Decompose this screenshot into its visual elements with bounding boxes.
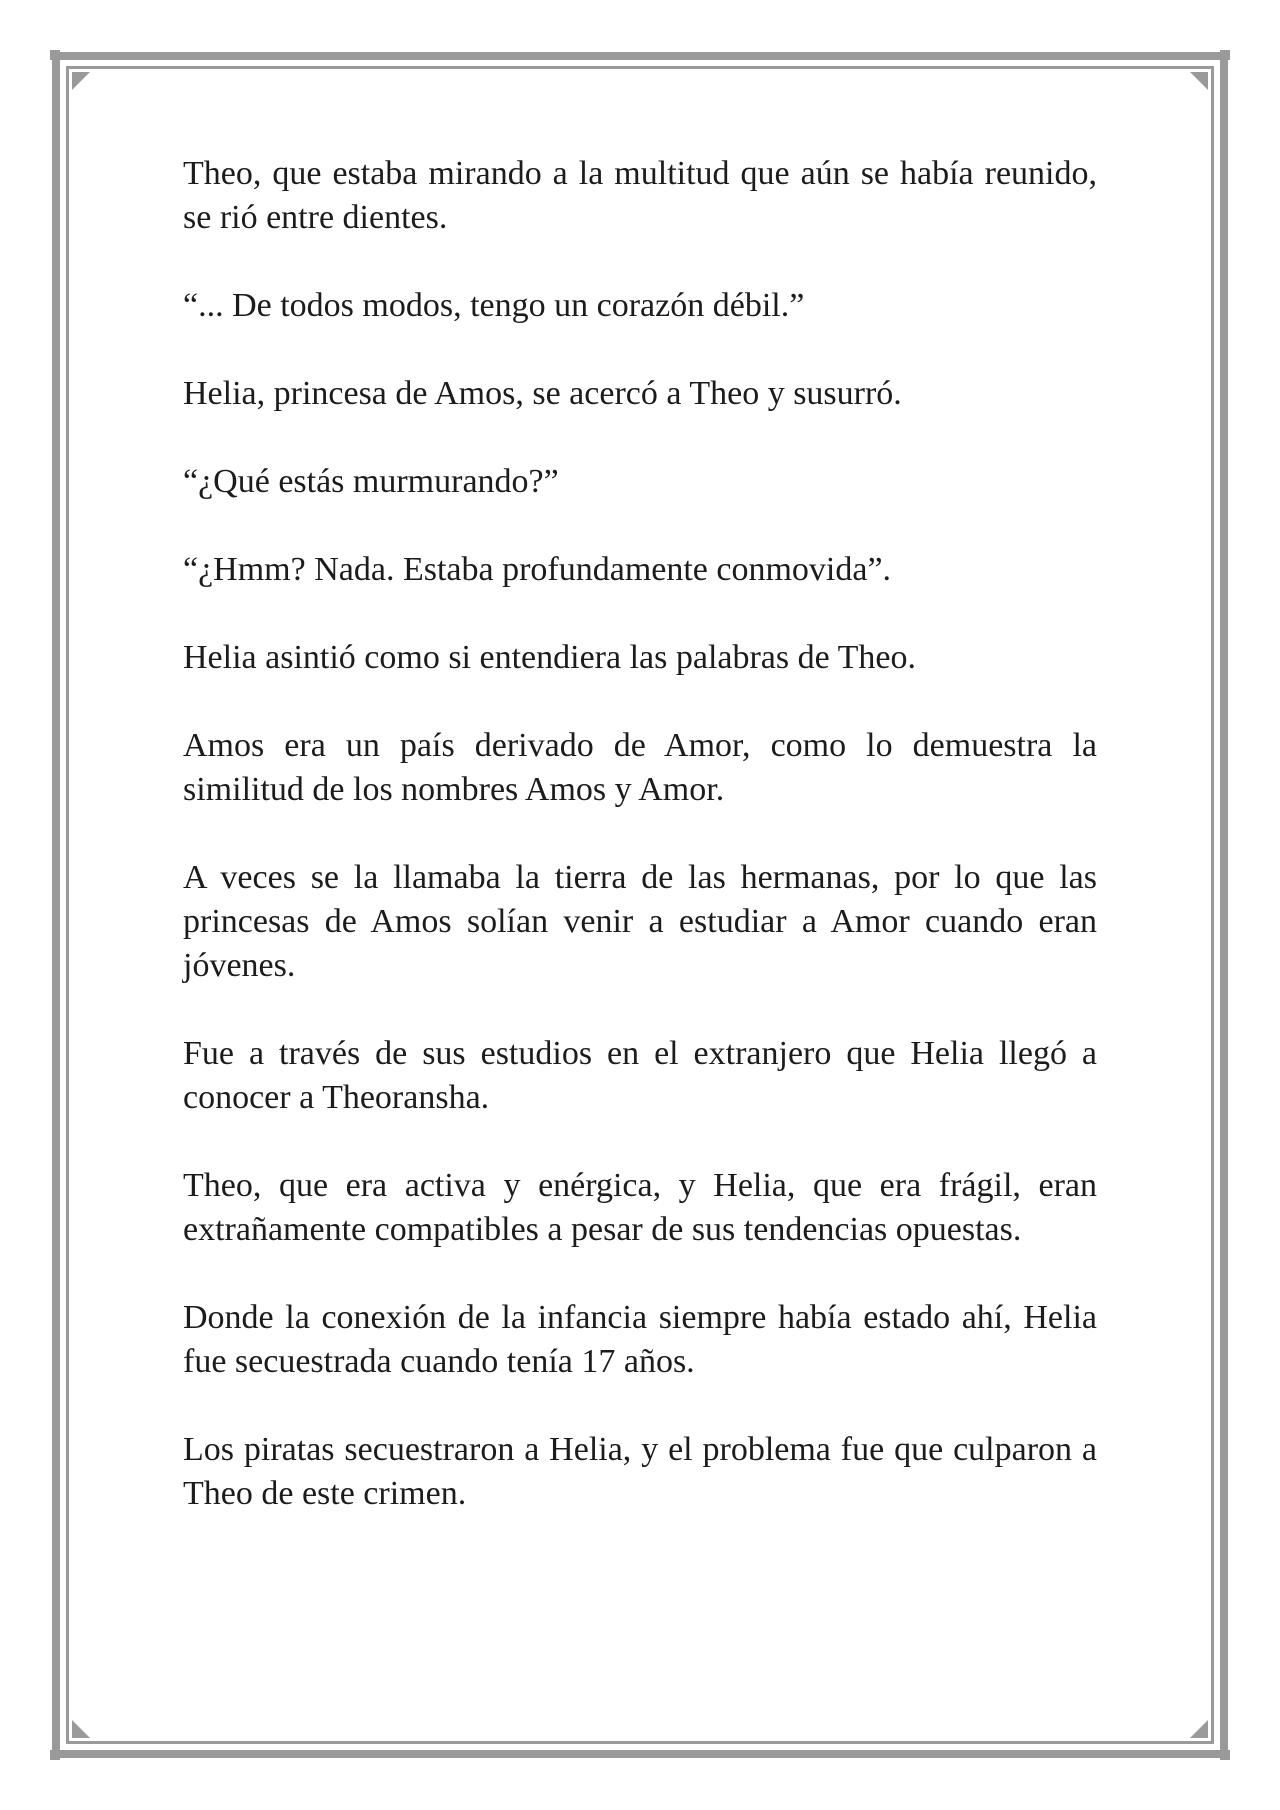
corner-ornament-bottom-right bbox=[1190, 1720, 1208, 1738]
corner-square-top-right bbox=[1220, 50, 1230, 60]
corner-ornament-top-right bbox=[1190, 72, 1208, 90]
paragraph: Los piratas secuestraron a Helia, y el problema fue que culparon a Theo de este crimen. bbox=[183, 1431, 1097, 1512]
paragraph: A veces se la llamaba la tierra de las hermanas, por lo que las princesas de Amos solían venir a estudiar a Amor cuando eran jóvenes. bbox=[183, 859, 1097, 984]
paragraph: “¿Hmm? Nada. Estaba profundamente conmovida”. bbox=[183, 551, 892, 588]
corner-square-top-left bbox=[50, 50, 60, 60]
corner-square-bottom-left bbox=[50, 1750, 60, 1760]
corner-ornament-bottom-left bbox=[72, 1720, 90, 1738]
paragraph: Fue a través de sus estudios en el extranjero que Helia llegó a conocer a Theoransha. bbox=[183, 1035, 1097, 1116]
paragraph: Amos era un país derivado de Amor, como lo demuestra la similitud de los nombres Amos y Amor. bbox=[183, 727, 1097, 808]
paragraph: Helia asintió como si entendiera las palabras de Theo. bbox=[183, 639, 916, 676]
paragraph: “¿Qué estás murmurando?” bbox=[183, 463, 559, 500]
corner-ornament-top-left bbox=[72, 72, 90, 90]
paragraph: Donde la conexión de la infancia siempre había estado ahí, Helia fue secuestrada cuando tenía 17 años. bbox=[183, 1299, 1097, 1380]
paragraph: Theo, que estaba mirando a la multitud que aún se había reunido, se rió entre dientes. bbox=[183, 155, 1097, 236]
paragraph: Theo, que era activa y enérgica, y Helia, que era frágil, eran extrañamente compatibles a pesar de sus tendencias opuestas. bbox=[183, 1167, 1097, 1248]
corner-square-bottom-right bbox=[1220, 1750, 1230, 1760]
page-text-body bbox=[183, 152, 1097, 1560]
paragraph: “... De todos modos, tengo un corazón débil.” bbox=[183, 287, 805, 324]
paragraph: Helia, princesa de Amos, se acercó a Theo y susurró. bbox=[183, 375, 902, 412]
